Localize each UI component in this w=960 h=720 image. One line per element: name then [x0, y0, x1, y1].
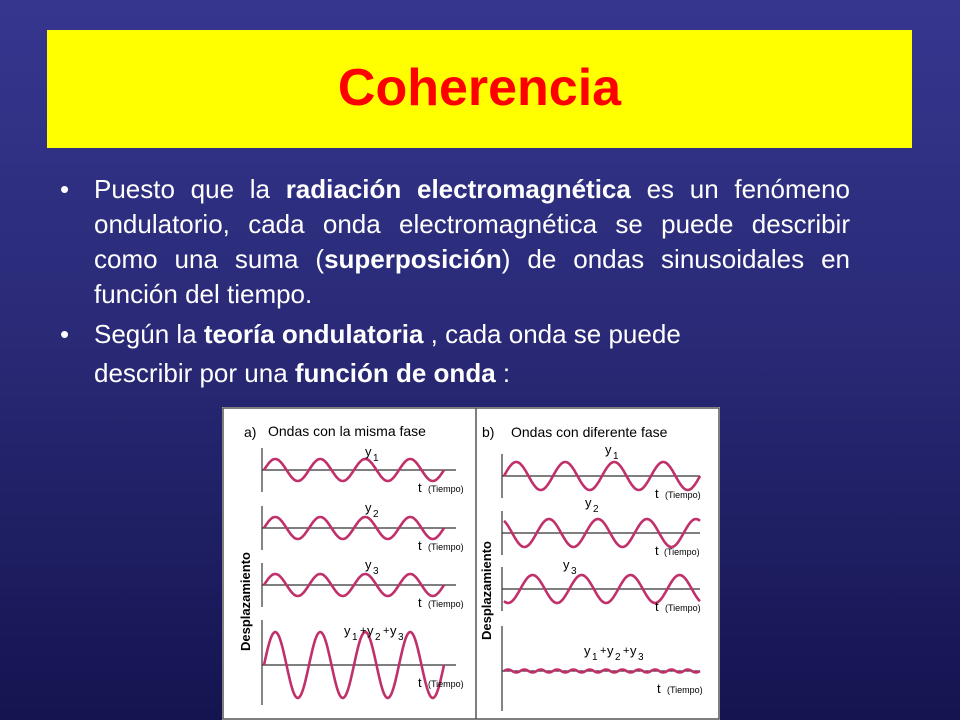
y-subscript: 1 — [592, 652, 598, 663]
t-label: t — [655, 543, 659, 558]
panel-b-title: Ondas con diferente fase — [511, 424, 668, 440]
t-label: t — [418, 480, 422, 495]
bullet-item-1 — [60, 172, 850, 312]
time-label: (Tiempo) — [665, 603, 701, 613]
bullet1-bold-1: radiación electromagnética — [285, 174, 631, 204]
t-label: t — [655, 486, 659, 501]
y-subscript: 2 — [593, 504, 599, 515]
y-symbol: y — [584, 643, 591, 658]
time-label: (Tiempo) — [428, 599, 464, 609]
wave-diagram — [222, 407, 720, 720]
y-subscript: 1 — [352, 632, 358, 643]
y-subscript: 3 — [571, 566, 577, 577]
time-label: (Tiempo) — [667, 685, 703, 695]
time-label: (Tiempo) — [664, 547, 700, 557]
bullet2-text-3: describir por una — [94, 358, 295, 388]
panel-a-letter: a) — [244, 424, 257, 440]
bullet2-text-2: , cada onda se puede — [423, 319, 681, 349]
time-label: (Tiempo) — [428, 679, 464, 689]
bullet-list — [60, 172, 850, 392]
t-label: t — [418, 675, 422, 690]
wave-figure — [222, 407, 720, 720]
title-banner — [47, 30, 912, 148]
t-label: t — [418, 538, 422, 553]
plus-sign: + — [360, 625, 367, 637]
bullet1-text-2: es un fenómeno ondulatorio, cada onda electromagnética se puede describir como una suma ( — [94, 174, 850, 274]
plus-sign: + — [623, 645, 630, 657]
bullet-dot: • — [60, 174, 70, 204]
bullet2-bold-2: función de onda — [294, 358, 496, 388]
time-label: (Tiempo) — [665, 490, 701, 500]
y-symbol: y — [367, 623, 374, 638]
y-subscript: 2 — [615, 652, 621, 663]
bullet2-text-1: Según la — [94, 319, 204, 349]
panel-b-letter: b) — [482, 424, 495, 440]
y-symbol: y — [390, 623, 397, 638]
y-symbol: y — [605, 442, 612, 457]
t-label: t — [418, 595, 422, 610]
bullet2-text-4: : — [495, 358, 511, 388]
bullet1-text-3: ) de ondas sinusoidales en función del tiempo. — [94, 244, 850, 309]
y-subscript: 1 — [613, 451, 619, 462]
y-symbol: y — [630, 643, 637, 658]
y-subscript: 3 — [398, 632, 404, 643]
plus-sign: + — [383, 625, 390, 637]
bullet2-bold-1: teoría ondulatoria — [203, 319, 424, 349]
bullet1-bold-2: superposición — [324, 244, 502, 274]
y-symbol: y — [365, 557, 372, 572]
time-label: (Tiempo) — [428, 542, 464, 552]
y-subscript: 2 — [373, 509, 379, 520]
y-symbol: y — [563, 557, 570, 572]
y-axis-label-b: Desplazamiento — [479, 541, 494, 640]
panel-a-title: Ondas con la misma fase — [268, 423, 426, 439]
plus-sign: + — [600, 645, 607, 657]
time-label: (Tiempo) — [428, 484, 464, 494]
y-axis-label-a: Desplazamiento — [238, 552, 253, 651]
bullet-dot: • — [60, 319, 70, 349]
y-symbol: y — [365, 444, 372, 459]
y-symbol: y — [585, 495, 592, 510]
y-symbol: y — [365, 500, 372, 515]
bullet-item-2 — [60, 316, 850, 392]
y-symbol: y — [607, 643, 614, 658]
y-subscript: 1 — [373, 453, 379, 464]
y-symbol: y — [344, 623, 351, 638]
bullet1-text-1: Puesto que la — [94, 174, 286, 204]
y-subscript: 3 — [373, 566, 379, 577]
t-label: t — [657, 681, 661, 696]
y-subscript: 3 — [638, 652, 644, 663]
slide-title: Coherencia — [337, 59, 622, 117]
y-subscript: 2 — [375, 632, 381, 643]
t-label: t — [655, 599, 659, 614]
